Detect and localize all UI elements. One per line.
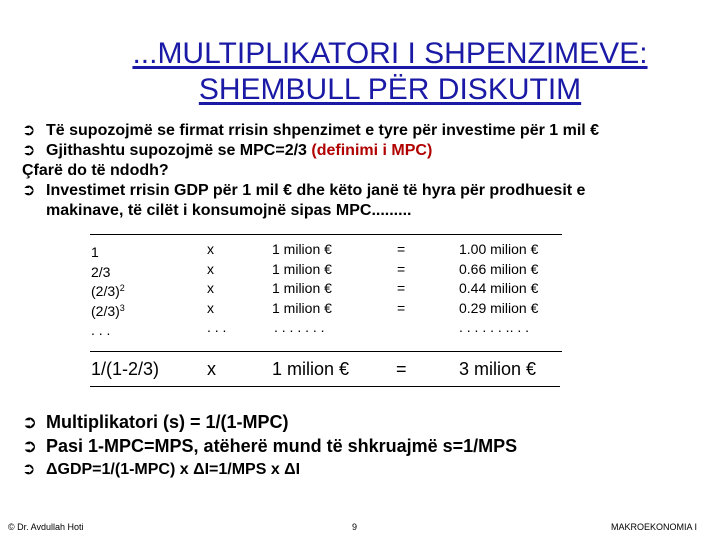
right-arrow-bullet-icon: ➲	[22, 461, 36, 478]
conclusion-3-text: ΔGDP=1/(1-MPC) x ΔI=1/MPS x ΔI	[46, 461, 301, 478]
right-arrow-bullet-icon: ➲	[22, 182, 36, 199]
table-cell-result: 0.66 milion €	[459, 260, 539, 277]
total-times: x	[207, 359, 216, 379]
table-cell-factor: $(2/3)^3$	[91, 302, 125, 319]
bullet-2	[22, 141, 432, 161]
table-cell-times: x	[207, 280, 214, 296]
table-cell-result: 1.00 milion €	[459, 241, 539, 257]
right-arrow-bullet-icon: ➲	[22, 142, 36, 159]
bullet-3-text-line1: Investimet rrisin GDP për 1 mil € dhe këto janë të hyra për prodhuesit e	[46, 182, 586, 199]
table-cell-equals: =	[397, 299, 406, 316]
bullet-3-text-line2: makinave, të cilët i konsumojnë sipas MPC.........	[46, 202, 412, 219]
right-arrow-bullet-icon: ➲	[22, 436, 38, 456]
table-sum-rule	[90, 351, 562, 352]
table-top-rule	[90, 234, 562, 235]
conclusion-2	[22, 434, 517, 458]
total-amount: 1 milion €	[272, 359, 350, 379]
bullet-1-text: Të supozojmë se firmat rrisin shpenzimet e tyre për investime për 1 mil €	[46, 122, 600, 139]
table-cell-times: . . .	[207, 319, 227, 335]
total-equals: =	[396, 359, 407, 379]
conclusion-2-text: Pasi 1-MPC=MPS, atëherë mund të shkruajmë s=1/MPS	[46, 436, 518, 456]
conclusion-3	[22, 460, 300, 480]
table-cell-times: x	[207, 241, 214, 257]
table-cell-amount: 1 milion €	[272, 241, 332, 257]
mpc-definition-link: (definimi i MPC)	[311, 142, 433, 159]
table-cell-times: x	[207, 260, 214, 277]
table-cell-amount: 1 milion €	[272, 260, 332, 277]
slide-title-line2: SHEMBULL PËR DISKUTIM	[198, 73, 582, 106]
table-cell-factor: 2/3	[91, 263, 111, 280]
question-line: Çfarë do të ndodh?	[22, 162, 169, 179]
table-bottom-rule	[90, 386, 560, 387]
table-cell-amount: . . . . . . .	[274, 319, 325, 335]
table-cell-result: 0.44 milion €	[459, 280, 539, 296]
table-cell-result: . . . . . . .. . .	[459, 319, 530, 335]
total-result: 3 milion €	[459, 359, 537, 379]
footer-author: © Dr. Avdullah Hoti	[8, 522, 84, 532]
table-cell-factor: 1	[91, 244, 99, 260]
table-cell-result: 0.29 milion €	[459, 299, 539, 316]
table-cell-factor: . . .	[91, 322, 111, 338]
table-cell-amount: 1 milion €	[272, 299, 332, 316]
table-cell-equals: =	[397, 260, 406, 277]
footer-course: MAKROEKONOMIA I	[611, 522, 698, 532]
table-cell-times: x	[207, 299, 214, 316]
conclusion-1	[22, 410, 289, 434]
table-cell-equals: =	[397, 280, 406, 296]
bullet-2-text: Gjithashtu supozojmë se MPC=2/3	[46, 142, 312, 159]
slide-title-line1: ...MULTIPLIKATORI I SHPENZIMEVE:	[132, 37, 648, 70]
total-factor: 1/(1-2/3)	[91, 359, 160, 379]
right-arrow-bullet-icon: ➲	[22, 122, 36, 139]
table-cell-factor: $(2/3)^2$	[91, 283, 125, 299]
bullet-1	[22, 121, 599, 141]
bullet-3	[22, 181, 585, 201]
page-number: 9	[352, 522, 358, 532]
right-arrow-bullet-icon: ➲	[22, 412, 38, 432]
table-cell-equals: =	[397, 241, 406, 257]
conclusion-1-text: Multiplikatori (s) = 1/(1-MPC)	[46, 412, 289, 432]
table-cell-amount: 1 milion €	[272, 280, 332, 296]
